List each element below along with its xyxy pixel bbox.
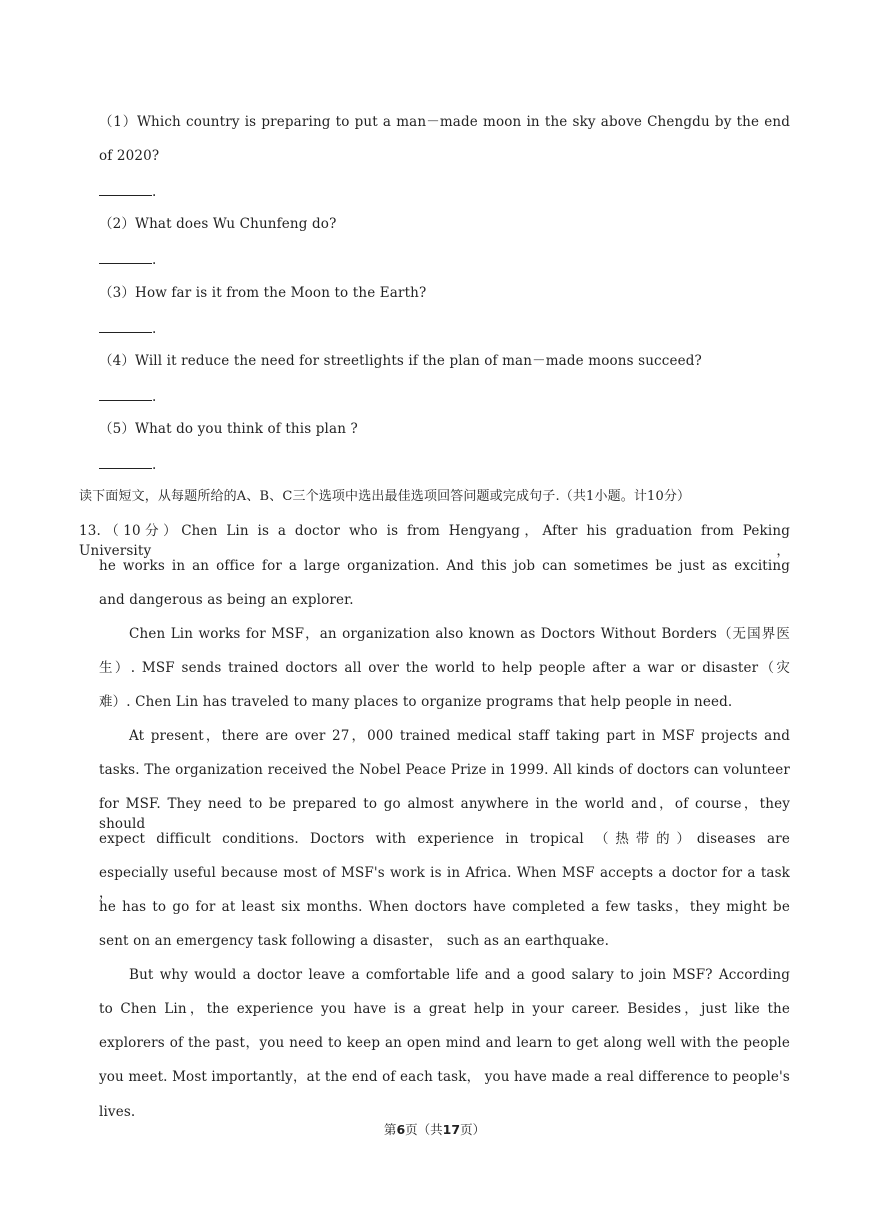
passage-line: and dangerous as being an explorer. — [99, 592, 354, 608]
passage-line: But why would a doctor leave a comfortable life and a good salary to join MSF? According — [129, 967, 790, 983]
answer-period: . — [152, 457, 157, 473]
answer-line[interactable] — [99, 181, 152, 196]
page-footer — [0, 1120, 869, 1140]
footer-mid: 页（共 — [405, 1122, 443, 1137]
answer-line[interactable] — [99, 249, 152, 264]
section-instruction: 读下面短文，从每题所给的A、B、C三个选项中选出最佳选项回答问题或完成句子.（共1小题。计10分） — [79, 489, 691, 504]
answer-blank-5[interactable] — [99, 454, 156, 475]
question-2: （2）What does Wu Chunfeng do? — [99, 216, 337, 232]
passage-line: lives. — [99, 1104, 136, 1120]
passage-line: you meet. Most importantly，at the end of each task， you have made a real difference to people's — [99, 1069, 790, 1085]
passage-line: expect difficult conditions. Doctors with experience in tropical （热带的）diseases are — [99, 831, 790, 847]
answer-blank-2[interactable] — [99, 249, 156, 270]
passage-line: to Chen Lin，the experience you have is a great help in your career. Besides，just like the — [99, 1001, 790, 1017]
footer-total-pages: 17 — [442, 1122, 461, 1137]
answer-period: . — [152, 389, 157, 405]
answer-line[interactable] — [99, 318, 152, 333]
question-1-line-1: （1）Which country is preparing to put a man－made moon in the sky above Chengdu by the end — [99, 114, 790, 130]
question-3: （3）How far is it from the Moon to the Earth? — [99, 285, 427, 301]
answer-line[interactable] — [99, 386, 152, 401]
answer-blank-4[interactable] — [99, 386, 156, 407]
passage-line: he has to go for at least six months. When doctors have completed a few tasks，they might be — [99, 899, 790, 915]
answer-blank-3[interactable] — [99, 318, 156, 339]
answer-period: . — [152, 252, 157, 268]
answer-period: . — [152, 321, 157, 337]
answer-blank-1[interactable] — [99, 181, 156, 202]
footer-page-number: 6 — [396, 1122, 406, 1137]
passage-line: At present，there are over 27，000 trained medical staff taking part in MSF projects and — [129, 728, 790, 744]
passage-line: he works in an office for a large organization. And this job can sometimes be just as exciting — [99, 558, 790, 574]
passage-line: especially useful because most of MSF's work is in Africa. When MSF accepts a doctor for a task ， — [99, 865, 790, 901]
passage-line: 难）. Chen Lin has traveled to many places to organize programs that help people in need. — [99, 694, 733, 710]
passage-line: 13.（10分）Chen Lin is a doctor who is from Hengyang，After his graduation from Peking University， — [79, 523, 790, 559]
answer-line[interactable] — [99, 454, 152, 469]
question-1-line-2: of 2020? — [99, 148, 160, 164]
passage-line: tasks. The organization received the Nobel Peace Prize in 1999. All kinds of doctors can volunteer — [99, 762, 790, 778]
passage-line: 生）. MSF sends trained doctors all over the world to help people after a war or disaster（灾 — [99, 660, 790, 676]
answer-period: . — [152, 184, 157, 200]
question-4: （4）Will it reduce the need for streetlights if the plan of man－made moons succeed? — [99, 353, 702, 369]
question-5: （5）What do you think of this plan ? — [99, 421, 358, 437]
passage-line: explorers of the past，you need to keep an open mind and learn to get along well with the people — [99, 1035, 790, 1051]
passage-line: Chen Lin works for MSF，an organization also known as Doctors Without Borders（无国界医 — [129, 626, 790, 642]
passage-line: for MSF. They need to be prepared to go almost anywhere in the world and，of course，they should — [99, 796, 790, 832]
passage-line: sent on an emergency task following a disaster， such as an earthquake. — [99, 933, 610, 949]
footer-prefix: 第 — [383, 1122, 397, 1137]
footer-suffix: 页） — [460, 1122, 486, 1137]
